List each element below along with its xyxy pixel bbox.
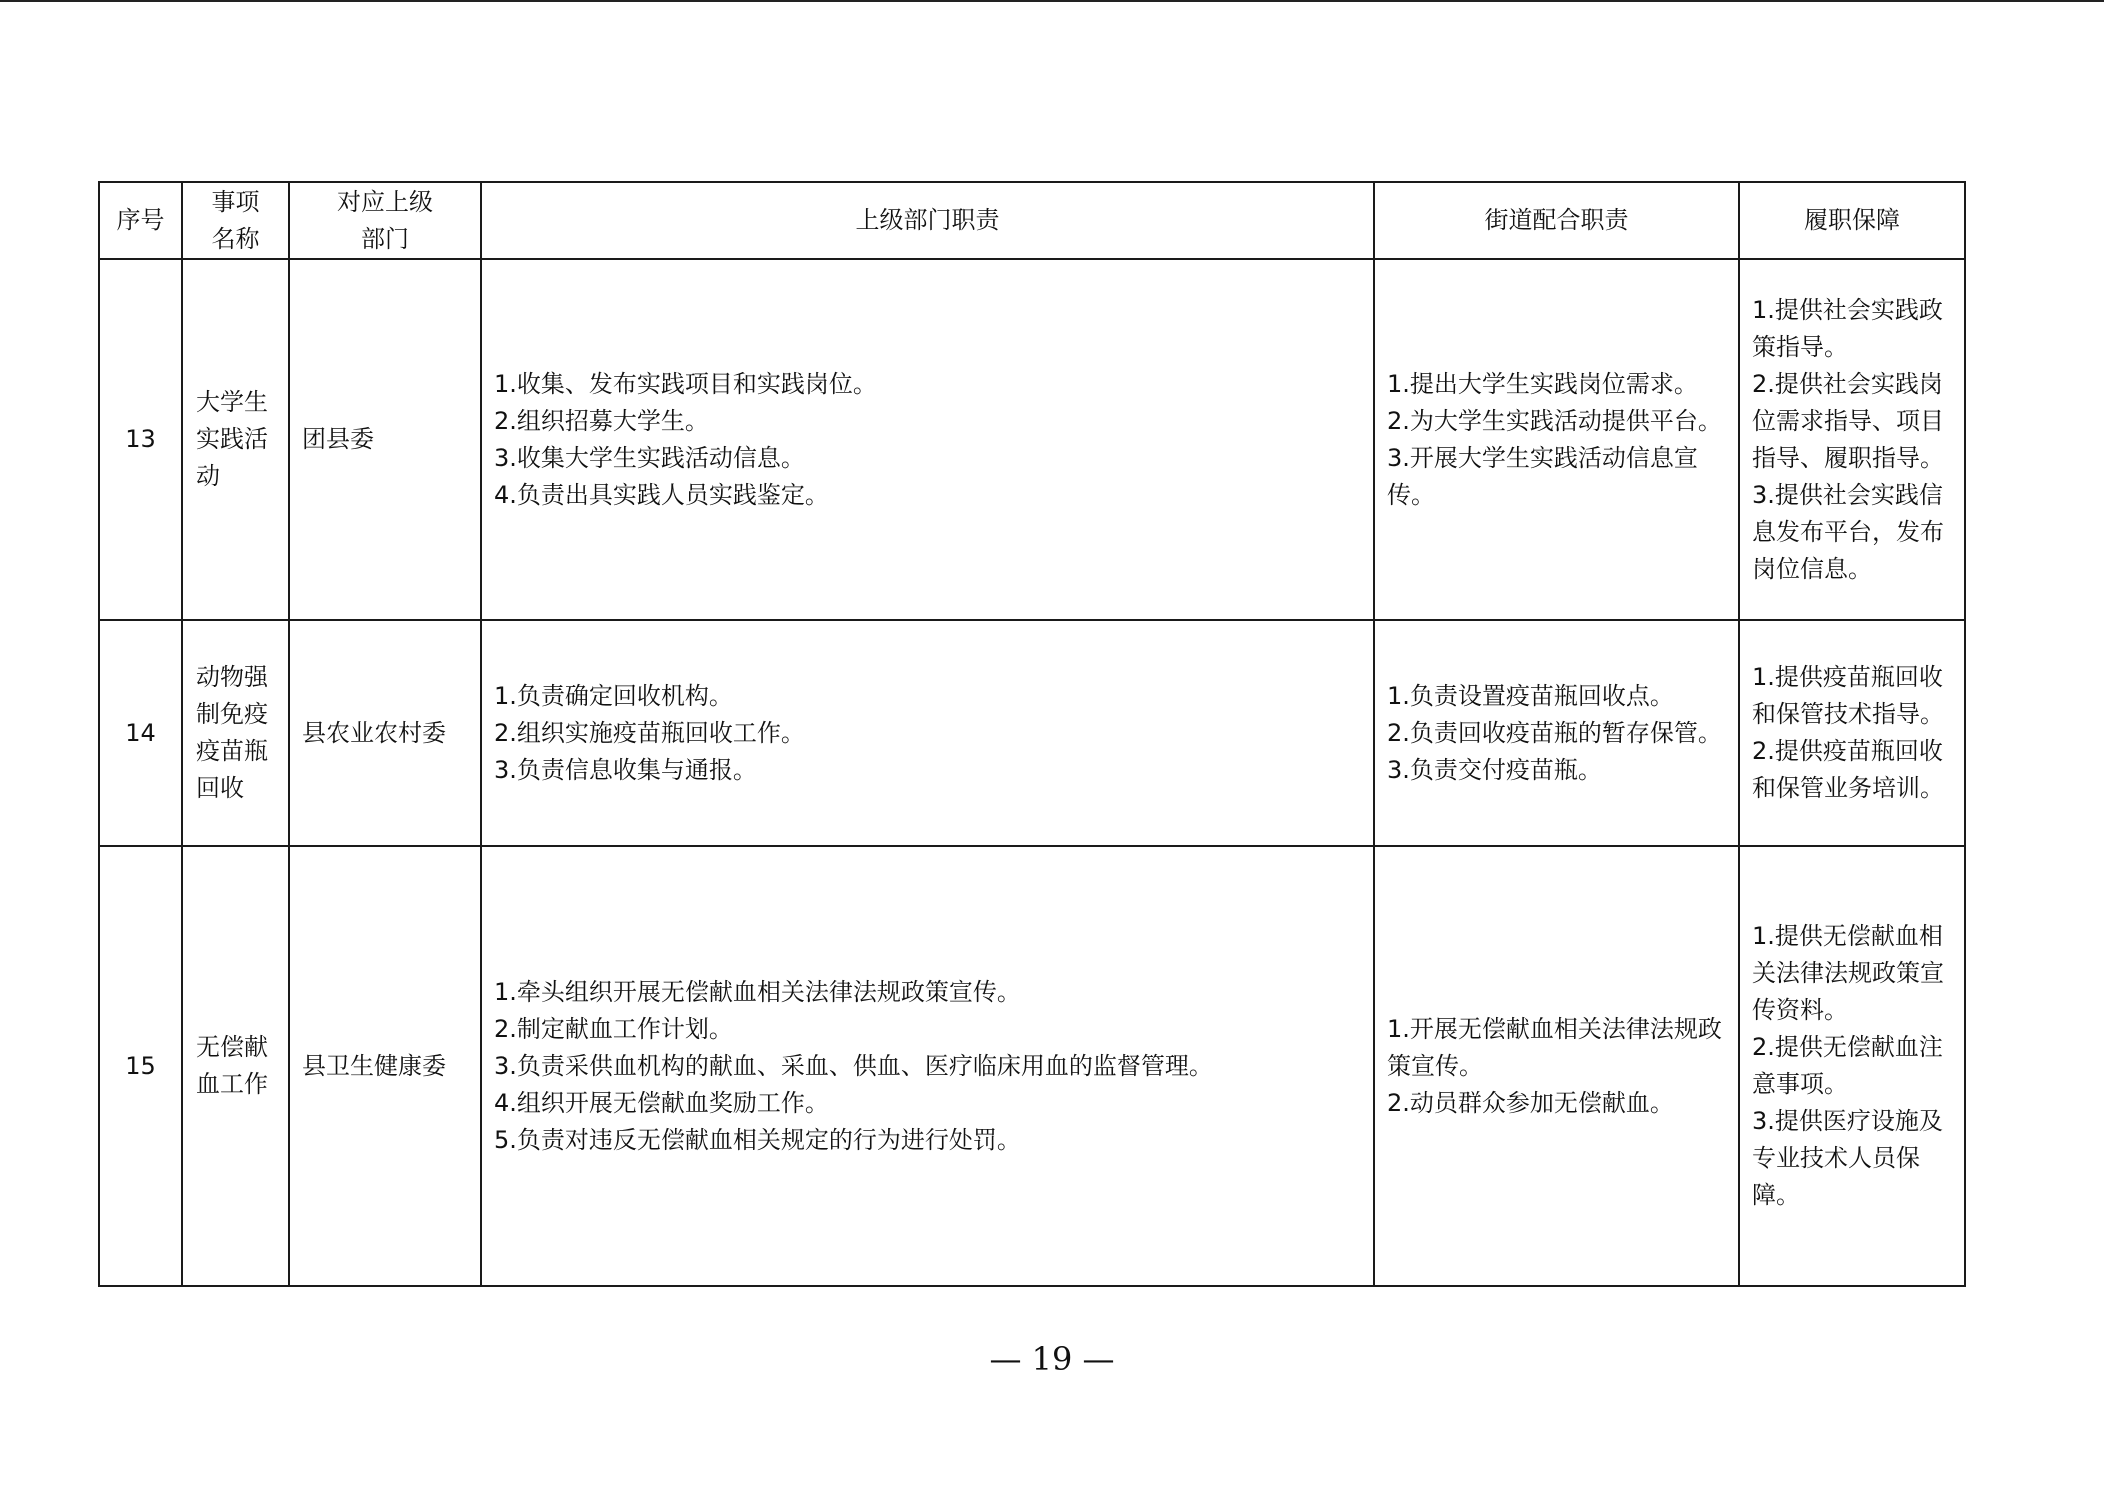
department: 团县委: [289, 259, 481, 620]
upper-duties: 1.牵头组织开展无偿献血相关法律法规政策宣传。 2.制定献血工作计划。 3.负责采供血机构的献血、采血、供血、医疗临床用血的监督管理。 4.组织开展无偿献血奖励工作。 5.负责对违反无偿献血相关规定的行为进行处罚。: [481, 846, 1374, 1286]
table-row: [99, 259, 1965, 620]
header-street-duties: 街道配合职责: [1374, 182, 1739, 259]
table-header-row: [99, 182, 1965, 259]
item-name: 无偿献 血工作: [182, 846, 289, 1286]
guarantees: 1.提供无偿献血相关法律法规政策宣传资料。 2.提供无偿献血注意事项。 3.提供医疗设施及专业技术人员保障。: [1739, 846, 1965, 1286]
street-duties: 1.提出大学生实践岗位需求。 2.为大学生实践活动提供平台。 3.开展大学生实践活动信息宣传。: [1374, 259, 1739, 620]
street-duties: 1.开展无偿献血相关法律法规政策宣传。 2.动员群众参加无偿献血。: [1374, 846, 1739, 1286]
guarantees: 1.提供社会实践政策指导。 2.提供社会实践岗位需求指导、项目指导、履职指导。 3.提供社会实践信息发布平台，发布岗位信息。: [1739, 259, 1965, 620]
header-item: 事项 名称: [182, 182, 289, 259]
item-name: 大学生 实践活 动: [182, 259, 289, 620]
table-row: [99, 846, 1965, 1286]
page-number: — 19 —: [989, 1340, 1115, 1378]
duty-table: [98, 181, 1966, 1287]
department: 县卫生健康委: [289, 846, 481, 1286]
header-no: 序号: [99, 182, 182, 259]
page-top-rule: [0, 0, 2104, 2]
guarantees: 1.提供疫苗瓶回收和保管技术指导。 2.提供疫苗瓶回收和保管业务培训。: [1739, 620, 1965, 846]
header-dept: 对应上级 部门: [289, 182, 481, 259]
street-duties: 1.负责设置疫苗瓶回收点。 2.负责回收疫苗瓶的暂存保管。 3.负责交付疫苗瓶。: [1374, 620, 1739, 846]
row-number: 15: [99, 846, 182, 1286]
row-number: 13: [99, 259, 182, 620]
upper-duties: 1.收集、发布实践项目和实践岗位。 2.组织招募大学生。 3.收集大学生实践活动信息。 4.负责出具实践人员实践鉴定。: [481, 259, 1374, 620]
item-name: 动物强 制免疫 疫苗瓶 回收: [182, 620, 289, 846]
header-upper-duties: 上级部门职责: [481, 182, 1374, 259]
header-guarantees: 履职保障: [1739, 182, 1965, 259]
row-number: 14: [99, 620, 182, 846]
table-row: [99, 620, 1965, 846]
upper-duties: 1.负责确定回收机构。 2.组织实施疫苗瓶回收工作。 3.负责信息收集与通报。: [481, 620, 1374, 846]
department: 县农业农村委: [289, 620, 481, 846]
